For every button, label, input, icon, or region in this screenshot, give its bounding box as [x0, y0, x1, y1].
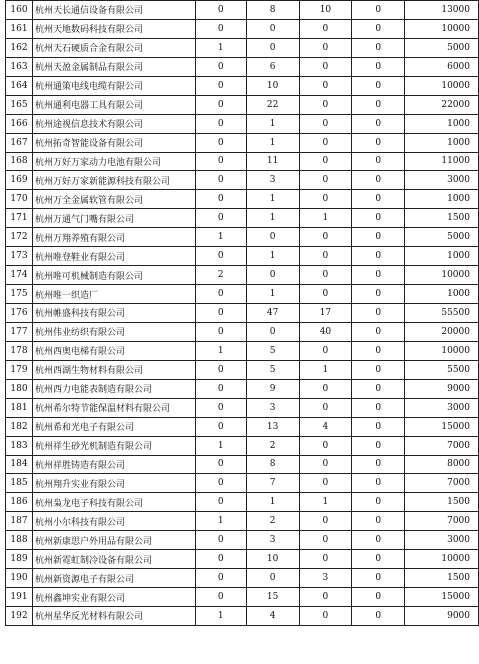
row-number-cell: 165 — [6, 95, 33, 114]
row-number-cell: 180 — [6, 379, 33, 398]
amount-cell: 20000 — [405, 322, 479, 341]
value-col-b-cell: 5 — [246, 341, 299, 360]
value-col-c-cell: 0 — [299, 266, 352, 285]
company-name-cell: 杭州通策电线电缆有限公司 — [32, 76, 195, 95]
value-col-b-cell: 22 — [246, 95, 299, 114]
value-col-d-cell: 0 — [352, 57, 405, 76]
value-col-b-cell: 3 — [246, 171, 299, 190]
amount-cell: 1500 — [405, 493, 479, 512]
value-col-c-cell: 0 — [299, 152, 352, 171]
amount-cell: 10000 — [405, 550, 479, 569]
value-col-c-cell: 0 — [299, 436, 352, 455]
value-col-d-cell: 0 — [352, 493, 405, 512]
value-col-a-cell: 0 — [195, 379, 246, 398]
value-col-d-cell: 0 — [352, 512, 405, 531]
value-col-c-cell: 0 — [299, 133, 352, 152]
row-number-cell: 181 — [6, 398, 33, 417]
value-col-a-cell: 0 — [195, 209, 246, 228]
value-col-c-cell: 0 — [299, 285, 352, 304]
value-col-d-cell: 0 — [352, 19, 405, 38]
row-number-cell: 174 — [6, 266, 33, 285]
value-col-c-cell: 0 — [299, 247, 352, 266]
value-col-c-cell: 0 — [299, 455, 352, 474]
company-name-cell: 杭州小尔科技有限公司 — [32, 512, 195, 531]
value-col-a-cell: 0 — [195, 360, 246, 379]
amount-cell: 1500 — [405, 569, 479, 588]
value-col-c-cell: 0 — [299, 76, 352, 95]
value-col-d-cell: 0 — [352, 95, 405, 114]
value-col-b-cell: 3 — [246, 531, 299, 550]
company-name-cell: 杭州希尔特节能保温材料有限公司 — [32, 398, 195, 417]
amount-cell: 1000 — [405, 247, 479, 266]
company-name-cell: 杭州通利电器工具有限公司 — [32, 95, 195, 114]
table-row — [6, 474, 479, 493]
value-col-a-cell: 0 — [195, 171, 246, 190]
table-row — [6, 152, 479, 171]
table-row — [6, 228, 479, 247]
value-col-d-cell: 0 — [352, 209, 405, 228]
value-col-b-cell: 10 — [246, 550, 299, 569]
value-col-a-cell: 0 — [195, 1, 246, 20]
amount-cell: 10000 — [405, 19, 479, 38]
value-col-a-cell: 0 — [195, 398, 246, 417]
row-number-cell: 173 — [6, 247, 33, 266]
company-name-cell: 杭州西湖生物材料有限公司 — [32, 360, 195, 379]
row-number-cell: 176 — [6, 304, 33, 323]
table-row — [6, 285, 479, 304]
value-col-a-cell: 0 — [195, 19, 246, 38]
amount-cell: 10000 — [405, 266, 479, 285]
amount-cell: 13000 — [405, 1, 479, 20]
row-number-cell: 166 — [6, 114, 33, 133]
row-number-cell: 179 — [6, 360, 33, 379]
company-name-cell: 杭州唯可机械制造有限公司 — [32, 266, 195, 285]
value-col-a-cell: 0 — [195, 76, 246, 95]
value-col-c-cell: 0 — [299, 379, 352, 398]
table-row — [6, 95, 479, 114]
company-name-cell: 杭州途视信息技术有限公司 — [32, 114, 195, 133]
value-col-c-cell: 0 — [299, 95, 352, 114]
amount-cell: 1000 — [405, 133, 479, 152]
value-col-a-cell: 0 — [195, 190, 246, 209]
value-col-a-cell: 2 — [195, 266, 246, 285]
value-col-b-cell: 7 — [246, 474, 299, 493]
value-col-d-cell: 0 — [352, 455, 405, 474]
value-col-a-cell: 0 — [195, 417, 246, 436]
amount-cell: 15000 — [405, 588, 479, 607]
value-col-a-cell: 0 — [195, 531, 246, 550]
value-col-d-cell: 0 — [352, 588, 405, 607]
amount-cell: 1000 — [405, 190, 479, 209]
table-row — [6, 455, 479, 474]
value-col-c-cell: 0 — [299, 607, 352, 626]
row-number-cell: 190 — [6, 569, 33, 588]
amount-cell: 1500 — [405, 209, 479, 228]
value-col-c-cell: 1 — [299, 493, 352, 512]
value-col-d-cell: 0 — [352, 398, 405, 417]
company-name-cell: 杭州西力电能表制造有限公司 — [32, 379, 195, 398]
row-number-cell: 191 — [6, 588, 33, 607]
company-name-cell: 杭州枭龙电子科技有限公司 — [32, 493, 195, 512]
value-col-b-cell: 2 — [246, 512, 299, 531]
table-row — [6, 550, 479, 569]
table-row — [6, 379, 479, 398]
value-col-d-cell: 0 — [352, 322, 405, 341]
company-name-cell: 杭州万好万家动力电池有限公司 — [32, 152, 195, 171]
value-col-b-cell: 2 — [246, 436, 299, 455]
company-name-cell: 杭州新资源电子有限公司 — [32, 569, 195, 588]
value-col-a-cell: 0 — [195, 95, 246, 114]
amount-cell: 22000 — [405, 95, 479, 114]
value-col-d-cell: 0 — [352, 360, 405, 379]
amount-cell: 55500 — [405, 304, 479, 323]
value-col-a-cell: 0 — [195, 550, 246, 569]
value-col-b-cell: 4 — [246, 607, 299, 626]
row-number-cell: 175 — [6, 285, 33, 304]
value-col-b-cell: 15 — [246, 588, 299, 607]
value-col-b-cell: 47 — [246, 304, 299, 323]
row-number-cell: 184 — [6, 455, 33, 474]
company-name-cell: 杭州天石硬质合金有限公司 — [32, 38, 195, 57]
value-col-c-cell: 0 — [299, 57, 352, 76]
row-number-cell: 177 — [6, 322, 33, 341]
value-col-d-cell: 0 — [352, 341, 405, 360]
value-col-c-cell: 0 — [299, 114, 352, 133]
value-col-b-cell: 1 — [246, 114, 299, 133]
company-name-cell: 杭州翔升实业有限公司 — [32, 474, 195, 493]
row-number-cell: 160 — [6, 1, 33, 20]
table-row — [6, 341, 479, 360]
table-row — [6, 607, 479, 626]
value-col-d-cell: 0 — [352, 133, 405, 152]
value-col-b-cell: 8 — [246, 1, 299, 20]
amount-cell: 5000 — [405, 38, 479, 57]
value-col-b-cell: 1 — [246, 285, 299, 304]
value-col-c-cell: 10 — [299, 1, 352, 20]
table-row — [6, 569, 479, 588]
value-col-a-cell: 0 — [195, 588, 246, 607]
value-col-d-cell: 0 — [352, 76, 405, 95]
value-col-a-cell: 0 — [195, 114, 246, 133]
row-number-cell: 192 — [6, 607, 33, 626]
value-col-c-cell: 0 — [299, 550, 352, 569]
amount-cell: 3000 — [405, 531, 479, 550]
table-row — [6, 1, 479, 20]
company-name-cell: 杭州伟业纺织有限公司 — [32, 322, 195, 341]
value-col-a-cell: 0 — [195, 493, 246, 512]
value-col-a-cell: 1 — [195, 607, 246, 626]
value-col-b-cell: 1 — [246, 209, 299, 228]
table-row — [6, 398, 479, 417]
company-name-cell: 杭州万通气门嘴有限公司 — [32, 209, 195, 228]
value-col-a-cell: 0 — [195, 152, 246, 171]
row-number-cell: 162 — [6, 38, 33, 57]
company-name-cell: 杭州鑫坤实业有限公司 — [32, 588, 195, 607]
value-col-c-cell: 0 — [299, 531, 352, 550]
value-col-a-cell: 0 — [195, 57, 246, 76]
table-row — [6, 114, 479, 133]
amount-cell: 7000 — [405, 512, 479, 531]
value-col-b-cell: 1 — [246, 247, 299, 266]
row-number-cell: 164 — [6, 76, 33, 95]
value-col-d-cell: 0 — [352, 171, 405, 190]
value-col-c-cell: 0 — [299, 228, 352, 247]
value-col-b-cell: 1 — [246, 133, 299, 152]
row-number-cell: 182 — [6, 417, 33, 436]
value-col-a-cell: 0 — [195, 455, 246, 474]
value-col-c-cell: 0 — [299, 38, 352, 57]
value-col-d-cell: 0 — [352, 379, 405, 398]
value-col-b-cell: 11 — [246, 152, 299, 171]
value-col-a-cell: 0 — [195, 285, 246, 304]
value-col-c-cell: 1 — [299, 360, 352, 379]
value-col-c-cell: 17 — [299, 304, 352, 323]
company-name-cell: 杭州万全金属软管有限公司 — [32, 190, 195, 209]
value-col-b-cell: 13 — [246, 417, 299, 436]
table-row — [6, 512, 479, 531]
value-col-c-cell: 0 — [299, 474, 352, 493]
amount-cell: 3000 — [405, 398, 479, 417]
value-col-d-cell: 0 — [352, 247, 405, 266]
row-number-cell: 167 — [6, 133, 33, 152]
value-col-a-cell: 1 — [195, 341, 246, 360]
value-col-d-cell: 0 — [352, 607, 405, 626]
value-col-a-cell: 0 — [195, 474, 246, 493]
amount-cell: 5500 — [405, 360, 479, 379]
value-col-b-cell: 0 — [246, 322, 299, 341]
value-col-d-cell: 0 — [352, 114, 405, 133]
value-col-a-cell: 0 — [195, 304, 246, 323]
value-col-d-cell: 0 — [352, 266, 405, 285]
company-name-cell: 杭州新霓虹制冷设备有限公司 — [32, 550, 195, 569]
value-col-a-cell: 1 — [195, 512, 246, 531]
row-number-cell: 189 — [6, 550, 33, 569]
value-col-a-cell: 1 — [195, 228, 246, 247]
table-row — [6, 436, 479, 455]
table-row — [6, 266, 479, 285]
amount-cell: 5000 — [405, 228, 479, 247]
company-name-cell: 杭州星华反光材料有限公司 — [32, 607, 195, 626]
value-col-d-cell: 0 — [352, 228, 405, 247]
amount-cell: 6000 — [405, 57, 479, 76]
table-body — [6, 1, 479, 626]
value-col-b-cell: 5 — [246, 360, 299, 379]
table-row — [6, 19, 479, 38]
row-number-cell: 168 — [6, 152, 33, 171]
value-col-d-cell: 0 — [352, 474, 405, 493]
value-col-b-cell: 0 — [246, 19, 299, 38]
table-row — [6, 76, 479, 95]
company-name-cell: 杭州祥胜铸造有限公司 — [32, 455, 195, 474]
amount-cell: 7000 — [405, 436, 479, 455]
data-table — [5, 0, 479, 626]
value-col-b-cell: 1 — [246, 190, 299, 209]
company-name-cell: 杭州天地数码科技有限公司 — [32, 19, 195, 38]
row-number-cell: 183 — [6, 436, 33, 455]
value-col-d-cell: 0 — [352, 1, 405, 20]
amount-cell: 3000 — [405, 171, 479, 190]
table-row — [6, 493, 479, 512]
amount-cell: 1000 — [405, 285, 479, 304]
value-col-d-cell: 0 — [352, 531, 405, 550]
amount-cell: 1000 — [405, 114, 479, 133]
amount-cell: 7000 — [405, 474, 479, 493]
value-col-b-cell: 3 — [246, 398, 299, 417]
table-row — [6, 190, 479, 209]
value-col-c-cell: 0 — [299, 341, 352, 360]
company-name-cell: 杭州唯登鞋业有限公司 — [32, 247, 195, 266]
row-number-cell: 178 — [6, 341, 33, 360]
company-name-cell: 杭州万翔养殖有限公司 — [32, 228, 195, 247]
company-name-cell: 杭州西奥电梯有限公司 — [32, 341, 195, 360]
company-name-cell: 杭州新康思户外用品有限公司 — [32, 531, 195, 550]
value-col-c-cell: 0 — [299, 190, 352, 209]
company-name-cell: 杭州唯一织造厂 — [32, 285, 195, 304]
value-col-d-cell: 0 — [352, 417, 405, 436]
table-row — [6, 531, 479, 550]
table-row — [6, 417, 479, 436]
table-row — [6, 304, 479, 323]
value-col-c-cell: 0 — [299, 398, 352, 417]
row-number-cell: 185 — [6, 474, 33, 493]
table-row — [6, 588, 479, 607]
company-name-cell: 杭州帷盛科技有限公司 — [32, 304, 195, 323]
value-col-a-cell: 0 — [195, 322, 246, 341]
value-col-d-cell: 0 — [352, 550, 405, 569]
table-row — [6, 322, 479, 341]
table-row — [6, 171, 479, 190]
row-number-cell: 170 — [6, 190, 33, 209]
row-number-cell: 169 — [6, 171, 33, 190]
value-col-d-cell: 0 — [352, 152, 405, 171]
value-col-a-cell: 0 — [195, 247, 246, 266]
table-row — [6, 38, 479, 57]
value-col-c-cell: 1 — [299, 209, 352, 228]
value-col-d-cell: 0 — [352, 38, 405, 57]
company-name-cell: 杭州祥生砂光机制造有限公司 — [32, 436, 195, 455]
value-col-b-cell: 8 — [246, 455, 299, 474]
row-number-cell: 172 — [6, 228, 33, 247]
value-col-c-cell: 4 — [299, 417, 352, 436]
company-name-cell: 杭州希和光电子有限公司 — [32, 417, 195, 436]
amount-cell: 9000 — [405, 379, 479, 398]
row-number-cell: 186 — [6, 493, 33, 512]
value-col-a-cell: 1 — [195, 436, 246, 455]
company-name-cell: 杭州天长通信设备有限公司 — [32, 1, 195, 20]
amount-cell: 15000 — [405, 417, 479, 436]
value-col-b-cell: 9 — [246, 379, 299, 398]
company-name-cell: 杭州拓奇智能设备有限公司 — [32, 133, 195, 152]
company-name-cell: 杭州万好万家新能源科技有限公司 — [32, 171, 195, 190]
row-number-cell: 161 — [6, 19, 33, 38]
value-col-d-cell: 0 — [352, 285, 405, 304]
amount-cell: 11000 — [405, 152, 479, 171]
value-col-b-cell: 10 — [246, 76, 299, 95]
company-name-cell: 杭州天盈金属制品有限公司 — [32, 57, 195, 76]
value-col-c-cell: 0 — [299, 588, 352, 607]
value-col-a-cell: 0 — [195, 569, 246, 588]
value-col-b-cell: 0 — [246, 569, 299, 588]
table-row — [6, 247, 479, 266]
value-col-b-cell: 0 — [246, 38, 299, 57]
value-col-d-cell: 0 — [352, 304, 405, 323]
row-number-cell: 163 — [6, 57, 33, 76]
value-col-c-cell: 0 — [299, 512, 352, 531]
amount-cell: 10000 — [405, 76, 479, 95]
table-row — [6, 57, 479, 76]
row-number-cell: 171 — [6, 209, 33, 228]
value-col-d-cell: 0 — [352, 436, 405, 455]
table-row — [6, 360, 479, 379]
value-col-a-cell: 0 — [195, 133, 246, 152]
value-col-b-cell: 0 — [246, 228, 299, 247]
value-col-b-cell: 1 — [246, 493, 299, 512]
amount-cell: 9000 — [405, 607, 479, 626]
value-col-c-cell: 40 — [299, 322, 352, 341]
value-col-c-cell: 0 — [299, 19, 352, 38]
table-row — [6, 133, 479, 152]
table-row — [6, 209, 479, 228]
value-col-b-cell: 6 — [246, 57, 299, 76]
amount-cell: 10000 — [405, 341, 479, 360]
amount-cell: 8000 — [405, 455, 479, 474]
value-col-a-cell: 1 — [195, 38, 246, 57]
row-number-cell: 187 — [6, 512, 33, 531]
value-col-d-cell: 0 — [352, 569, 405, 588]
row-number-cell: 188 — [6, 531, 33, 550]
value-col-b-cell: 0 — [246, 266, 299, 285]
value-col-c-cell: 0 — [299, 171, 352, 190]
value-col-d-cell: 0 — [352, 190, 405, 209]
value-col-c-cell: 3 — [299, 569, 352, 588]
